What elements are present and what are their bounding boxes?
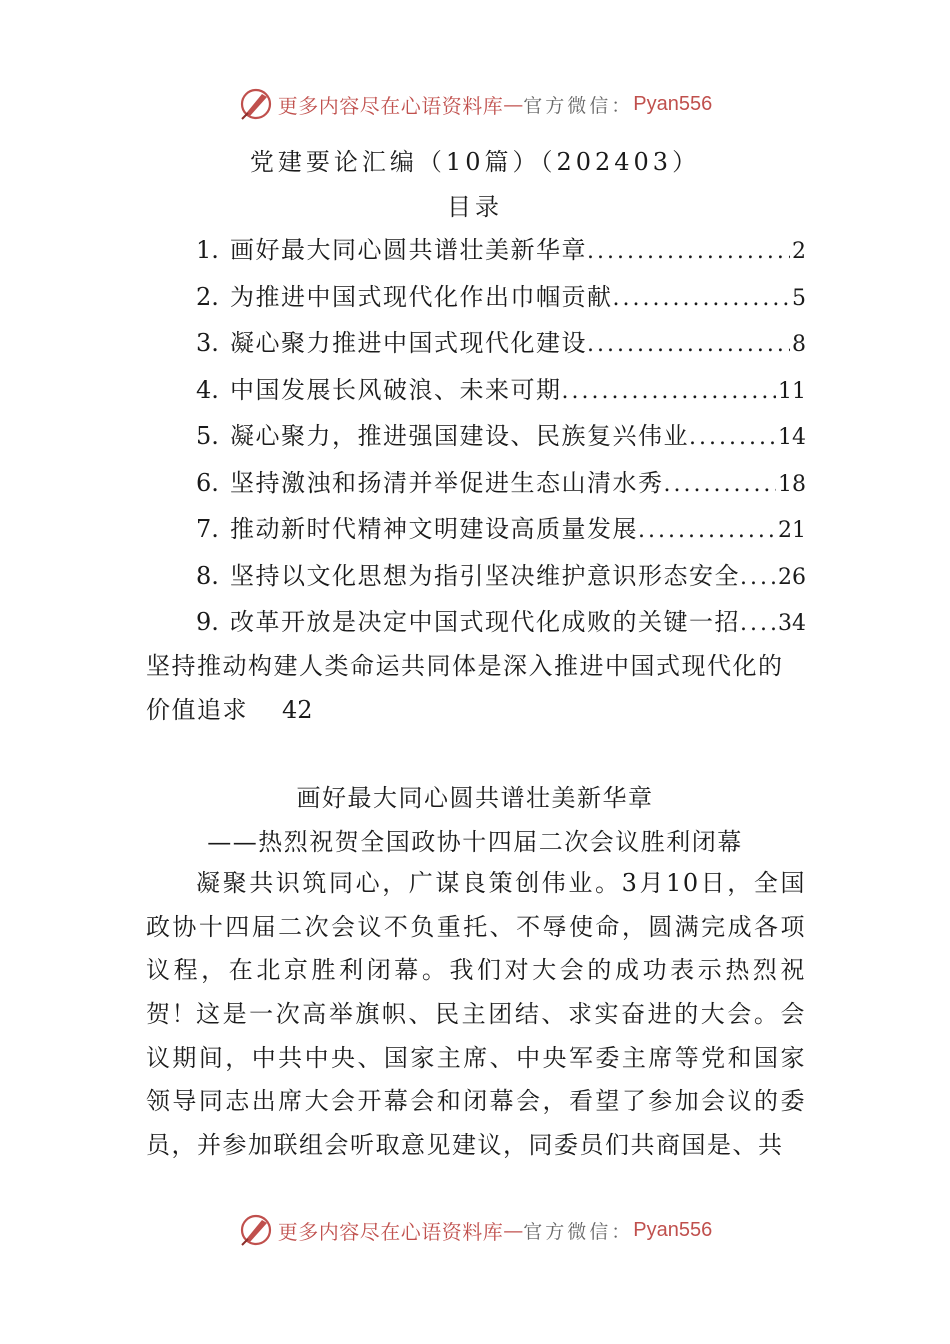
- toc-item-6[interactable]: [196, 463, 806, 497]
- toc-item-7[interactable]: [196, 509, 806, 543]
- toc-dot-leader: [587, 239, 790, 264]
- toc-item-page: 5: [792, 286, 806, 311]
- toc-item-title: 坚持激浊和扬清并举促进生态山清水秀: [230, 469, 664, 497]
- toc-dot-leader: [613, 286, 791, 311]
- toc-item-title: 坚持以文化思想为指引坚决维护意识形态安全: [230, 562, 740, 590]
- banner-main-text: 更多内容尽在心语资料库: [277, 93, 504, 118]
- toc-dot-leader: [740, 565, 776, 590]
- toc-item-title: 为推进中国式现代化作出巾帼贡献: [230, 283, 613, 311]
- toc-item-title: 凝心聚力推进中国式现代化建设: [230, 329, 587, 357]
- toc-item-page: 8: [792, 332, 806, 357]
- toc-item-9[interactable]: [196, 602, 806, 636]
- toc-item-2[interactable]: [196, 277, 806, 311]
- toc-item-page: 26: [778, 565, 806, 590]
- toc-heading: 目录: [447, 193, 503, 221]
- quill-seal-logo-icon: [238, 86, 274, 122]
- toc-item-8[interactable]: [196, 556, 806, 590]
- article-paragraph-1: 凝聚共识筑同心，广谋良策创伟业。3月10日，全国政协十四届二次会议不负重托、不辱使命，圆满完成各项议程，在北京胜利闭幕。我们对大会的成功表示热烈祝贺！: [146, 869, 806, 1028]
- toc-item-4[interactable]: [196, 370, 806, 404]
- toc-item-number: 4.: [196, 376, 219, 404]
- watermark-banner-top: [0, 84, 950, 124]
- toc-item-title: 画好最大同心圆共谱壮美新华章: [230, 236, 587, 264]
- banner-wechat-id: Pyan556: [633, 1218, 713, 1241]
- toc-dot-leader: [689, 425, 776, 450]
- toc-item-1[interactable]: [196, 230, 806, 264]
- toc-item-title: 凝心聚力，推进强国建设、民族复兴伟业: [230, 422, 689, 450]
- toc-item-title: 中国发展长风破浪、未来可期: [230, 376, 562, 404]
- toc-item-page: 21: [778, 518, 806, 543]
- toc-item-5[interactable]: [196, 416, 806, 450]
- banner-dash: —: [503, 92, 524, 116]
- banner-wechat-id: Pyan556: [633, 92, 713, 115]
- toc-item-number: 8.: [196, 562, 219, 590]
- toc-item-page: 34: [778, 611, 806, 636]
- toc-dot-leader: [587, 332, 790, 357]
- toc-item-page: 2: [792, 239, 806, 264]
- banner-dash: —: [503, 1218, 524, 1242]
- toc-dot-leader: [664, 472, 777, 497]
- toc-item-title: 推动新时代精神文明建设高质量发展: [230, 515, 638, 543]
- quill-seal-logo-icon: [238, 1212, 274, 1248]
- toc-item-title: 改革开放是决定中国式现代化成败的关键一招: [230, 608, 740, 636]
- toc-item-number: 2.: [196, 283, 219, 311]
- toc-item-number: 6.: [196, 469, 219, 497]
- toc-dot-leader: [562, 379, 777, 404]
- toc-item-page: 18: [778, 472, 806, 497]
- toc-item-title: 坚持推动构建人类命运共同体是深入推进中国式现代化的价值追求: [146, 652, 784, 724]
- toc-dot-leader: [740, 611, 776, 636]
- toc-item-number: 1.: [196, 236, 219, 264]
- toc-item-10[interactable]: [146, 644, 806, 732]
- article-title: 画好最大同心圆共谱壮美新华章: [296, 784, 654, 812]
- toc-item-number: 5.: [196, 422, 219, 450]
- toc-item-3[interactable]: [196, 323, 806, 357]
- toc-item-page: 14: [778, 425, 806, 450]
- toc-item-page: 11: [778, 379, 806, 404]
- toc-item-number: 9.: [196, 608, 219, 636]
- toc-item-page: 42: [282, 696, 313, 724]
- document-title: 党建要论汇编（10篇）（202403）: [249, 148, 701, 176]
- toc-item-number: 3.: [196, 329, 219, 357]
- banner-main-text: 更多内容尽在心语资料库: [277, 1219, 504, 1244]
- watermark-banner-bottom: [0, 1210, 950, 1250]
- banner-sub-text: 官方微信：: [523, 94, 634, 117]
- toc-dot-leader: [638, 518, 776, 543]
- article-paragraph-2: 这是一次高举旗帜、民主团结、求实奋进的大会。会议期间，中共中央、国家主席、中央军委主席等党和国家领导同志出席大会开幕会和闭幕会，看望了参加会议的委员，并参加联组会听取意见建议，同委员们共商国是、共: [146, 1000, 806, 1159]
- banner-sub-text: 官方微信：: [523, 1220, 634, 1243]
- article-subtitle: ——热烈祝贺全国政协十四届二次会议胜利闭幕: [207, 828, 743, 856]
- toc-item-number: 7.: [196, 515, 219, 543]
